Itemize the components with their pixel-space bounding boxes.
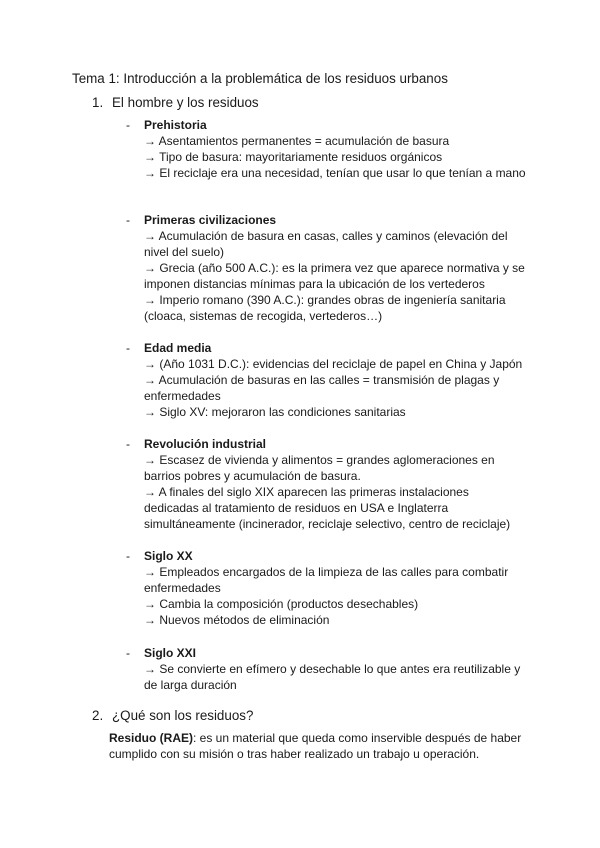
era-bullet: → Grecia (año 500 A.C.): es la primera vez que aparece normativa y se imponen distancias mínimas para la ubicación de los vertederos xyxy=(144,261,525,291)
era-bullet: → Nuevos métodos de eliminación xyxy=(144,613,330,627)
era-prehistoria xyxy=(126,117,526,181)
era-primeras-civilizaciones xyxy=(126,212,526,324)
era-title: Edad media xyxy=(144,341,212,355)
section-heading-1 xyxy=(92,95,259,111)
list-marker: - xyxy=(126,341,130,355)
era-bullet: → Tipo de basura: mayoritariamente residuos orgánicos xyxy=(144,150,443,164)
era-siglo-xx xyxy=(126,548,526,628)
era-bullet: → Siglo XV: mejoraron las condiciones sanitarias xyxy=(144,405,406,419)
definition-text: : es un material que queda como inservible después de haber cumplido con su misión o tras haber realizado un trabajo u operación. xyxy=(109,731,522,761)
list-marker: - xyxy=(126,549,130,563)
era-bullet: → Acumulación de basuras en las calles = transmisión de plagas y enfermedades xyxy=(144,373,500,403)
era-bullet: → (Año 1031 D.C.): evidencias del reciclaje de papel en China y Japón xyxy=(144,357,523,371)
era-siglo-xxi xyxy=(126,645,526,693)
era-title: Primeras civilizaciones xyxy=(144,213,277,227)
list-marker: - xyxy=(126,646,130,660)
era-bullet: → Se convierte en efímero y desechable lo que antes era reutilizable y de larga duración xyxy=(144,662,521,692)
era-edad-media xyxy=(126,340,526,420)
era-bullet: → Imperio romano (390 A.C.): grandes obras de ingeniería sanitaria (cloaca, sistemas de recogida, vertederos…) xyxy=(144,293,506,323)
era-bullet: → Acumulación de basura en casas, calles y caminos (elevación del nivel del suelo) xyxy=(144,229,508,259)
era-bullet: → Empleados encargados de la limpieza de las calles para combatir enfermedades xyxy=(144,565,509,595)
section-heading-2 xyxy=(92,708,253,724)
era-bullet: → Cambia la composición (productos desechables) xyxy=(144,597,419,611)
era-title: Revolución industrial xyxy=(144,437,267,451)
section-heading-text: ¿Qué son los residuos? xyxy=(112,708,254,723)
era-title: Siglo XX xyxy=(144,549,193,563)
era-revolucion-industrial xyxy=(126,436,526,532)
era-bullet: → Asentamientos permanentes = acumulación de basura xyxy=(144,134,450,148)
definition-paragraph xyxy=(109,730,529,762)
section-heading-text: El hombre y los residuos xyxy=(112,95,259,110)
list-marker: - xyxy=(126,437,130,451)
era-bullet: → A finales del siglo XIX aparecen las primeras instalaciones dedicadas al tratamiento de residuos en USA e Inglaterra simultáneamente (incinerador, reciclaje selectivo, centro de reciclaje) xyxy=(144,485,511,531)
document-title: Tema 1: Introducción a la problemática de los residuos urbanos xyxy=(72,71,448,86)
list-marker: - xyxy=(126,213,130,227)
era-title: Siglo XXI xyxy=(144,646,197,660)
section-number: 2. xyxy=(92,708,104,723)
definition-term: Residuo (RAE) xyxy=(109,731,193,745)
list-marker: - xyxy=(126,118,130,132)
section-number: 1. xyxy=(92,95,104,110)
era-title: Prehistoria xyxy=(144,118,207,132)
era-bullet: → Escasez de vivienda y alimentos = grandes aglomeraciones en barrios pobres y acumulación de basura. xyxy=(144,453,495,483)
era-bullet: → El reciclaje era una necesidad, tenían que usar lo que tenían a mano xyxy=(144,166,526,180)
